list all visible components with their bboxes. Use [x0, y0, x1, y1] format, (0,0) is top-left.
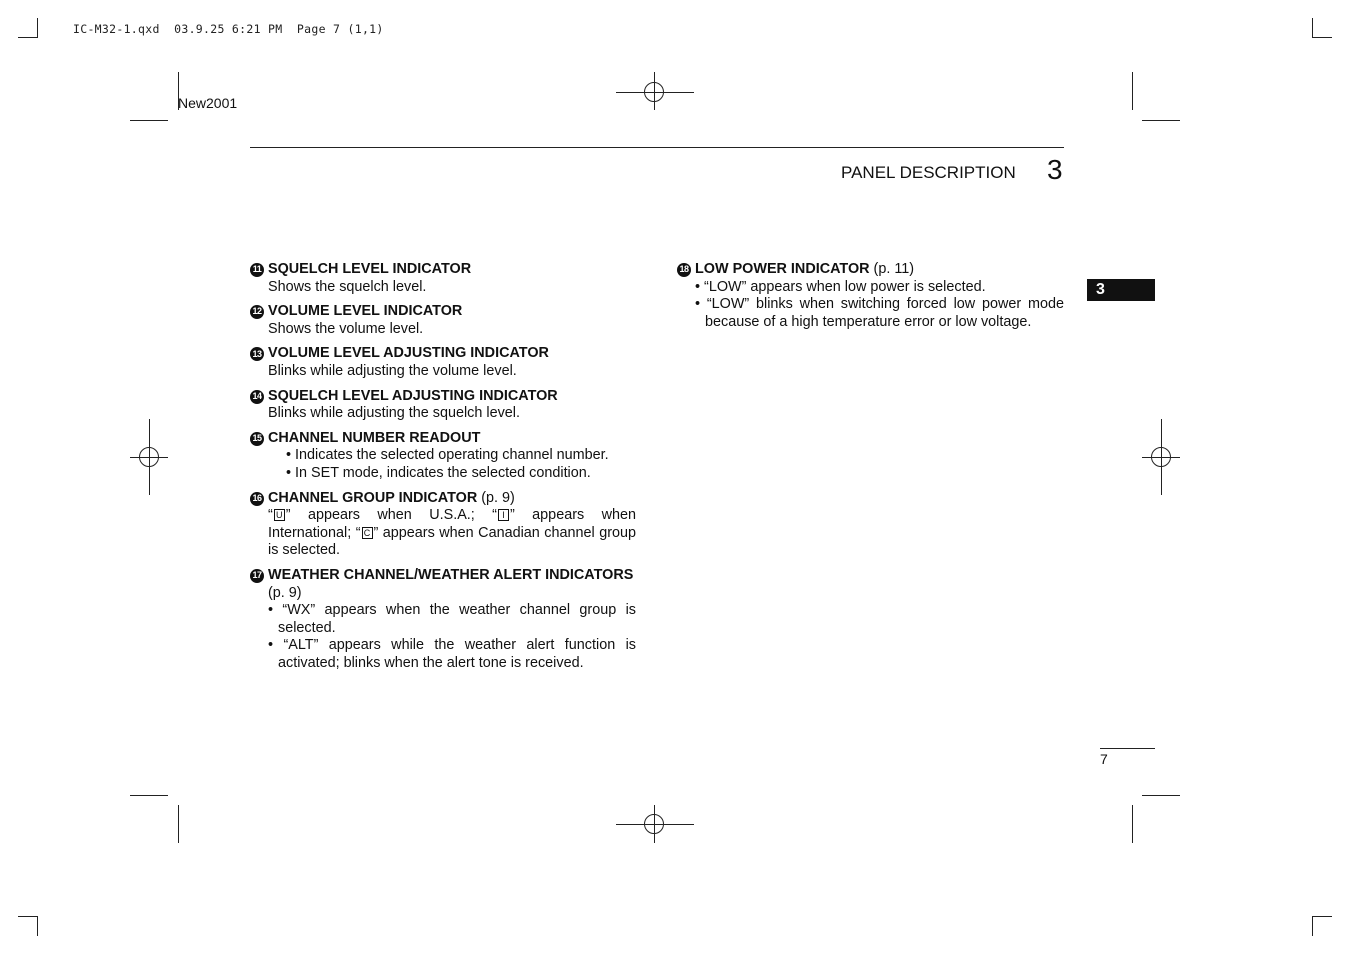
usa-group-icon: U — [274, 509, 285, 521]
crop-mark — [1312, 37, 1332, 38]
list-item — [677, 261, 1064, 331]
item-description: Shows the volume level. — [268, 320, 424, 337]
footer-rule — [1100, 748, 1155, 749]
list-item — [250, 430, 636, 483]
bullet-item: • Indicates the selected operating channel number. — [286, 447, 609, 464]
registration-circle — [1151, 447, 1171, 467]
trim-mark — [1132, 72, 1133, 110]
bullet-item: • “WX” appears when the weather channel group is selected. — [268, 602, 637, 636]
bullet-item: • In SET mode, indicates the selected condition. — [286, 464, 591, 481]
list-item — [250, 567, 636, 673]
trim-mark — [130, 120, 168, 121]
international-group-icon: I — [498, 509, 509, 521]
list-item — [250, 388, 636, 423]
list-item — [250, 490, 636, 560]
trim-mark — [1132, 805, 1133, 843]
list-item — [250, 261, 636, 296]
header-rule — [250, 147, 1064, 148]
item-title: WEATHER CHANNEL/WEATHER ALERT INDICATORS — [268, 566, 634, 583]
list-item — [250, 303, 636, 338]
page-reference: (p. 9) — [481, 489, 515, 506]
page-reference: (p. 11) — [873, 261, 915, 277]
item-title: VOLUME LEVEL INDICATOR — [268, 303, 463, 320]
item-title: SQUELCH LEVEL INDICATOR — [268, 261, 472, 277]
registration-circle — [139, 447, 159, 467]
section-title: PANEL DESCRIPTION — [841, 163, 1016, 182]
trim-mark — [1142, 795, 1180, 796]
trim-mark — [178, 805, 179, 843]
bullet-item: • “LOW” blinks when switching forced low power mode because of a high temperature error or low voltage. — [695, 296, 1064, 330]
page-number: 7 — [1100, 751, 1108, 767]
chapter-tab — [1087, 279, 1155, 301]
item-number: 12 — [250, 305, 264, 319]
bullet-item: • “LOW” appears when low power is selected. — [695, 278, 986, 295]
item-number: 13 — [250, 347, 264, 361]
document-code: New2001 — [178, 95, 238, 111]
registration-circle — [644, 814, 664, 834]
chapter-tab-label: 3 — [1096, 281, 1105, 298]
trim-mark — [1142, 120, 1180, 121]
list-item — [250, 345, 636, 380]
item-description: Blinks while adjusting the squelch level. — [268, 405, 520, 422]
item-title: CHANNEL NUMBER READOUT — [268, 429, 481, 446]
item-title: VOLUME LEVEL ADJUSTING INDICATOR — [268, 345, 549, 362]
bullet-item: • “ALT” appears while the weather alert function is activated; blinks when the alert tone is received. — [268, 637, 636, 671]
print-slug: IC-M32-1.qxd 03.9.25 6:21 PM Page 7 (1,1) — [73, 22, 384, 36]
item-number: 18 — [677, 263, 691, 277]
right-column — [677, 261, 1064, 338]
item-number: 16 — [250, 492, 264, 506]
item-description: “ U ” appears when U.S.A.; “ I ” appears when International; “ C ” appears when Canadian channel group is selected. — [268, 507, 637, 559]
crop-mark — [37, 916, 38, 936]
item-description: Blinks while adjusting the volume level. — [268, 362, 517, 379]
left-column — [250, 261, 636, 679]
trim-mark — [130, 795, 168, 796]
crop-mark — [18, 37, 38, 38]
item-title: SQUELCH LEVEL ADJUSTING INDICATOR — [268, 387, 558, 404]
crop-mark — [1312, 18, 1313, 38]
page-reference: (p. 9) — [268, 584, 302, 601]
crop-mark — [37, 18, 38, 38]
crop-mark — [1312, 916, 1313, 936]
item-number: 17 — [250, 569, 264, 583]
item-title: LOW POWER INDICATOR — [695, 261, 870, 277]
registration-circle — [644, 82, 664, 102]
item-number: 11 — [250, 263, 264, 277]
crop-mark — [1312, 916, 1332, 917]
canadian-group-icon: C — [362, 527, 373, 539]
item-number: 15 — [250, 432, 264, 446]
item-title: CHANNEL GROUP INDICATOR — [268, 489, 478, 506]
item-description: Shows the squelch level. — [268, 278, 427, 295]
chapter-number: 3 — [1047, 154, 1063, 185]
crop-mark — [18, 916, 38, 917]
item-number: 14 — [250, 390, 264, 404]
